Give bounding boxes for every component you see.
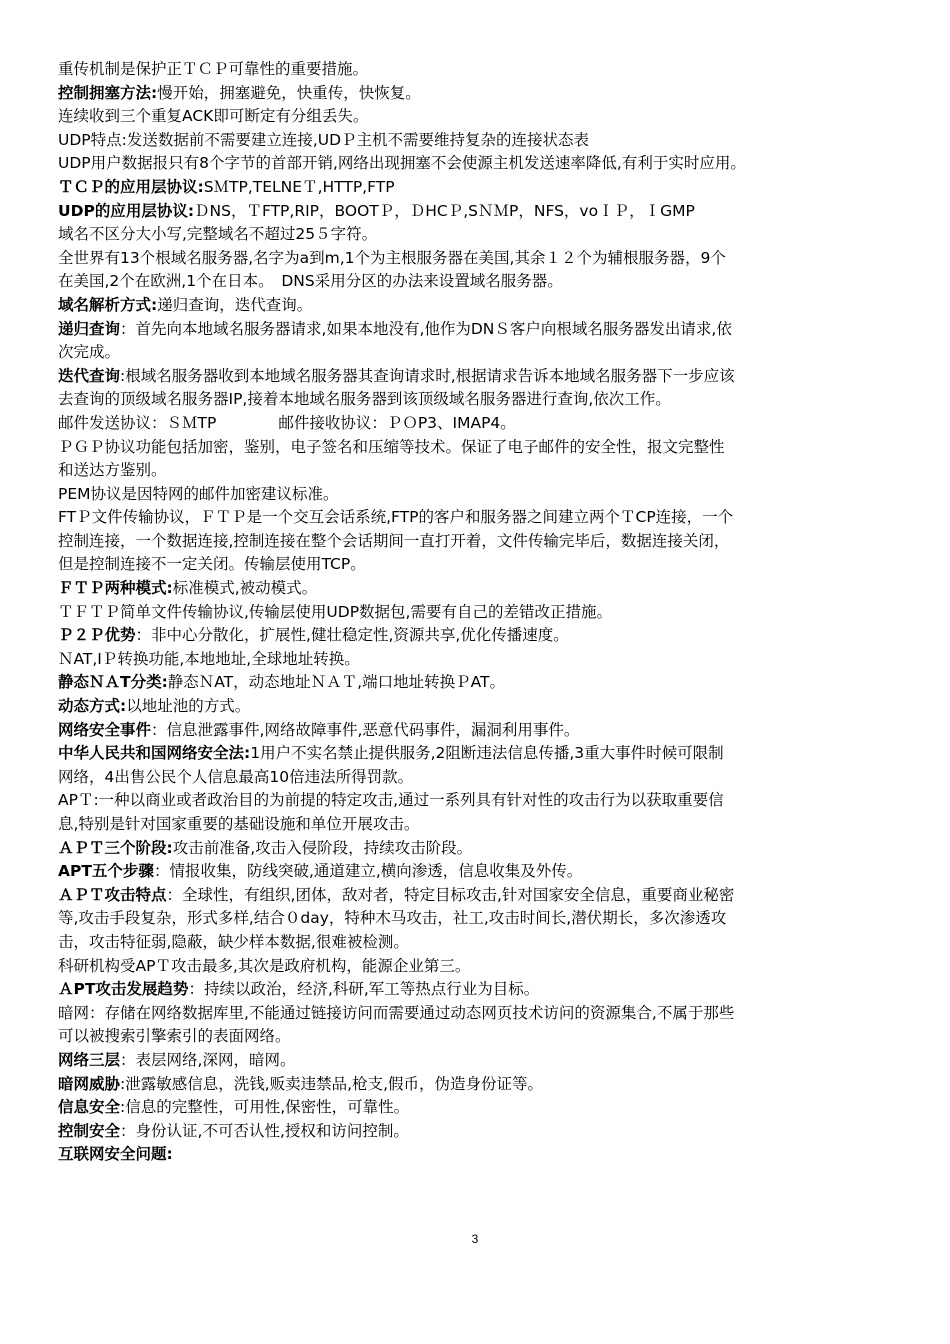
bold-term: 控制拥塞方法: [58,83,158,102]
bold-term: 信息安全 [58,1098,121,1117]
line-text: UDP特点:发送数据前不需要建立连接,UDＰ主机不需要维持复杂的连接状态表 [58,130,590,149]
line-text: 重传机制是保护正ＴＣＰ可靠性的重要措施。 [58,60,369,78]
text-line [58,152,900,176]
line-text: 息,特别是针对国家重要的基础设施和单位开展攻击。 [58,815,420,833]
line-text: 域名不区分大小写,完整域名不超过25５字符。 [58,225,378,244]
line-text: ＰＧＰ协议功能包括加密，鉴别，电子签名和压缩等技术。保证了电子邮件的安全性，报文完整性 [58,437,725,456]
text-line [58,907,900,931]
text-line [58,860,900,884]
text-line [58,365,900,389]
text-line [58,1073,900,1097]
text-line [58,294,900,318]
bold-term: ＴＣＰ的应用层协议: [58,177,204,196]
line-text: 慢开始，拥塞避免，快重传，快恢复。 [157,83,421,102]
line-text: FTＰ文件传输协议，ＦＴＰ是一个交互会话系统,FTP的客户和服务器之间建立两个ＴCP连接，一个 [58,508,734,527]
line-text: PEM协议是因特网的邮件加密建议标准。 [58,484,339,503]
bold-term: 中华人民共和国网络安全法: [58,744,251,763]
text-line [58,837,900,861]
line-text: 可以被搜索引擎索引的表面网络。 [58,1027,291,1046]
text-line [58,766,900,790]
bold-term: 网络安全事件 [58,720,152,739]
line-text: 连续收到三个重复ACK即可断定有分组丢失。 [58,107,369,126]
bold-term: ＡＰＴ三个阶段: [58,838,173,857]
line-text: 等,攻击手段复杂，形式多样,结合０day，特种木马攻击，社工,攻击时间长,潜伏期长，多次渗透攻 [58,909,727,928]
text-line [58,459,900,483]
line-text: :根域名服务器收到本地域名服务器其查询请求时,根据请求告诉本地域名服务器下一步应该 [120,366,735,385]
line-text: ：身份认证,不可否认性,授权和访问控制。 [120,1121,409,1140]
text-line [58,1120,900,1144]
line-text: ＮAT,IＰ转换功能,本地地址,全球地址转换。 [58,649,360,668]
line-text: 标准模式,被动模式。 [172,579,318,598]
bold-term: Ｐ２Ｐ优势 [58,626,136,645]
text-line [58,553,900,577]
line-text: 击，攻击特征弱,隐蔽，缺少样本数据,很难被检测。 [58,932,409,951]
line-text: 但是控制连接不一定关闭。传输层使用TCP。 [58,555,366,574]
line-text: ：表层网络,深网，暗网。 [120,1050,296,1069]
text-line [58,341,900,365]
line-text: ：情报收集，防线突破,通道建立,横向渗透，信息收集及外传。 [153,862,583,881]
bold-term: ＡPT攻击发展趋势 [58,980,189,999]
text-line [58,1096,900,1120]
bold-term: ＦＴＰ两种模式: [58,579,173,598]
line-text: APＴ:一种以商业或者政治目的为前提的特定攻击,通过一系列具有针对性的攻击行为以获取重要信 [58,791,724,810]
text-line [58,200,900,224]
text-line [58,483,900,507]
text-line [58,530,900,554]
text-line [58,671,900,695]
text-line [58,789,900,813]
text-line [58,601,900,625]
text-line [58,436,900,460]
line-text: 去查询的顶级域名服务器IP,接着本地域名服务器到该顶级域名服务器进行查询,依次工作。 [58,390,671,409]
bold-term: 动态方式: [58,697,127,716]
line-text: 攻击前准备,攻击入侵阶段，持续攻击阶段。 [172,838,473,857]
line-text: 以地址池的方式。 [126,697,251,716]
text-line [58,270,900,294]
bold-term: 互联网安全问题: [58,1145,173,1164]
text-line [58,742,900,766]
line-text: ：非中心分散化，扩展性,健壮稳定性,资源共享,优化传播速度。 [135,626,569,645]
text-line [58,176,900,200]
bold-term: UDP的应用层协议: [58,201,195,220]
document-body [58,58,900,1167]
text-line [58,58,900,82]
text-line [58,247,900,271]
line-text: ＴＦＴＰ简单文件传输协议,传输层使用UDP数据包,需要有自己的差错改正措施。 [58,602,612,621]
text-line [58,884,900,908]
line-text: ：持续以政治，经济,科研,军工等热点行业为目标。 [188,980,540,999]
line-text: 递归查询，迭代查询。 [157,295,313,314]
text-line [58,388,900,412]
bold-term: ＡＰＴ攻击特点 [58,885,167,904]
bold-term: 暗网威胁 [58,1074,121,1093]
text-line [58,506,900,530]
line-text: UDP用户数据报只有8个字节的首部开销,网络出现拥塞不会使源主机发送速率降低,有利于实时应用。 [58,154,746,173]
line-text: 科研机构受APＴ攻击最多,其次是政府机构，能源企业第三。 [58,956,471,975]
bold-term: 迭代查询 [58,366,121,385]
bold-term: 递归查询 [58,319,121,338]
text-line [58,695,900,719]
line-text: :泄露敏感信息，洗钱,贩卖违禁品,枪支,假币，伪造身份证等。 [120,1074,544,1093]
text-line [58,412,900,436]
line-text: 次完成。 [58,343,121,362]
bold-term: APT五个步骤 [58,862,154,881]
line-text: 全世界有13个根域名服务器,名字为a到m,1个为主根服务器在美国,其余１２个为辅根服务器，9个 [58,248,726,267]
text-line [58,624,900,648]
text-line [58,813,900,837]
text-line [58,105,900,129]
text-line [58,129,900,153]
bold-term: 域名解析方式: [58,295,158,314]
text-line [58,318,900,342]
text-line [58,719,900,743]
bold-term: 控制安全 [58,1121,121,1140]
text-line [58,1002,900,1026]
line-text: :信息的完整性，可用性,保密性，可靠性。 [120,1098,410,1117]
line-text: 1用户不实名禁止提供服务,2阻断违法信息传播,3重大事件时候可限制 [250,744,724,763]
line-text: 控制连接，一个数据连接,控制连接在整个会话期间一直打开着，文件传输完毕后，数据连接关闭， [58,531,730,550]
text-line [58,223,900,247]
bold-term: 静态ＮＡT分类: [58,673,168,692]
text-line [58,577,900,601]
page-number: 3 [471,1232,479,1246]
line-text: 邮件发送协议：ＳＭTP 邮件接收协议：ＰＯP3、IMAP4。 [58,413,516,432]
text-line [58,82,900,106]
text-line [58,1143,900,1167]
line-text: 静态ＮAT，动态地址ＮＡＴ,端口地址转换ＰAT。 [167,673,505,692]
line-text: 和送达方鉴别。 [58,461,167,480]
text-line [58,955,900,979]
line-text: 在美国,2个在欧洲,1个在日本。 DNS采用分区的办法来设置域名服务器。 [58,272,563,291]
line-text: 网络，4出售公民个人信息最高10倍违法所得罚款。 [58,767,414,786]
line-text: ＤNS，ＴFTP,RIP，BOOTＰ，ＤHCＰ,SＮＭP，NFS，voＩＰ，ＩGMP [194,201,695,220]
text-line [58,1025,900,1049]
text-line [58,1049,900,1073]
bold-term: 网络三层 [58,1050,121,1069]
text-line [58,978,900,1002]
line-text: 暗网：存储在网络数据库里,不能通过链接访问而需要通过动态网页技术访问的资源集合,不属于那些 [58,1003,735,1022]
line-text: SＭTP,TELNEＴ,HTTP,FTP [203,177,395,196]
text-line [58,931,900,955]
line-text: ：首先向本地域名服务器请求,如果本地没有,他作为DNＳ客户向根域名服务器发出请求,依 [120,319,732,338]
line-text: ：信息泄露事件,网络故障事件,恶意代码事件，漏洞利用事件。 [151,720,580,739]
line-text: ：全球性，有组织,团体，敌对者，特定目标攻击,针对国家安全信息，重要商业秘密 [166,885,735,904]
text-line [58,648,900,672]
